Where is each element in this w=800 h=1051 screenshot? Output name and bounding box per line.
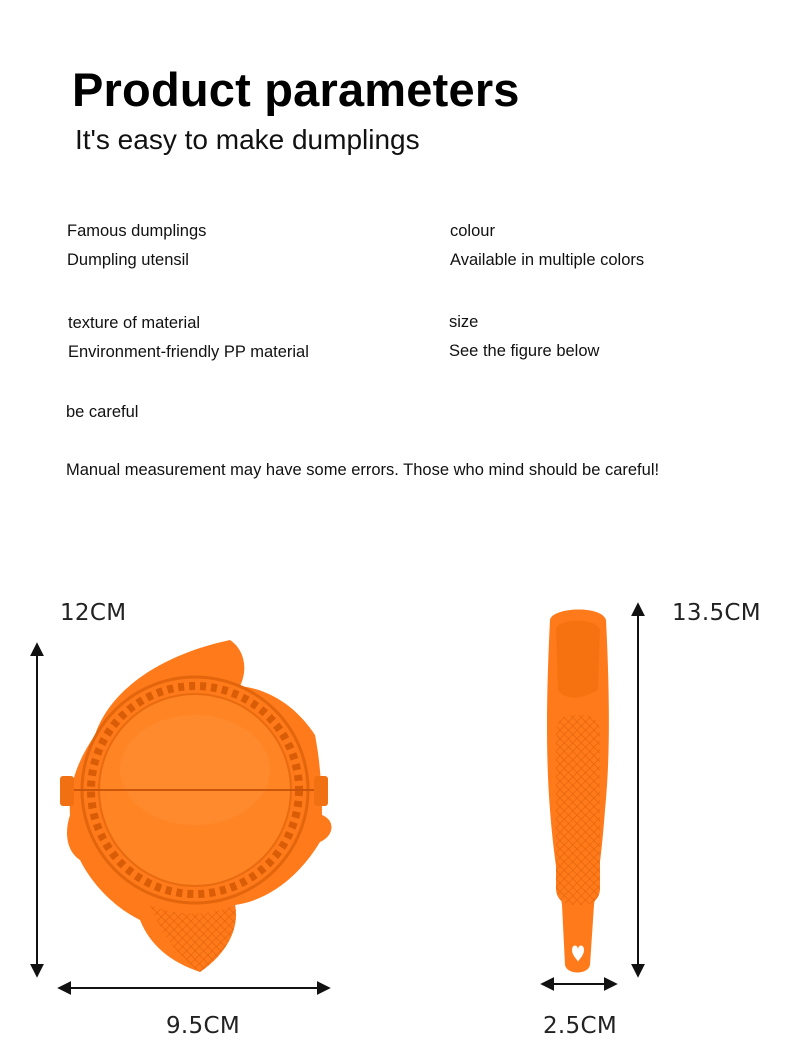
param-material-label: texture of material [68, 314, 201, 332]
param-size-label: size [449, 313, 479, 331]
param-name-value: Dumpling utensil [67, 251, 189, 269]
param-name-label: Famous dumplings [67, 222, 207, 240]
notice-label: be careful [66, 403, 139, 421]
dumpling-mold-image [60, 640, 332, 972]
spoon-image [547, 609, 609, 972]
param-material-value: Environment-friendly PP material [68, 343, 309, 361]
param-size-value: See the figure below [449, 342, 600, 360]
spoon-length-label: 13.5CM [672, 600, 761, 626]
param-colour-value: Available in multiple colors [450, 251, 645, 269]
mold-height-label: 12CM [60, 600, 127, 626]
spoon-width-label: 2.5CM [543, 1013, 617, 1039]
notice-text: Manual measurement may have some errors. Those who mind should be careful! [66, 461, 660, 479]
param-colour-label: colour [450, 222, 495, 240]
page-title: Product parameters [72, 63, 520, 116]
page-subtitle: It's easy to make dumplings [75, 124, 420, 155]
mold-width-label: 9.5CM [166, 1013, 240, 1039]
